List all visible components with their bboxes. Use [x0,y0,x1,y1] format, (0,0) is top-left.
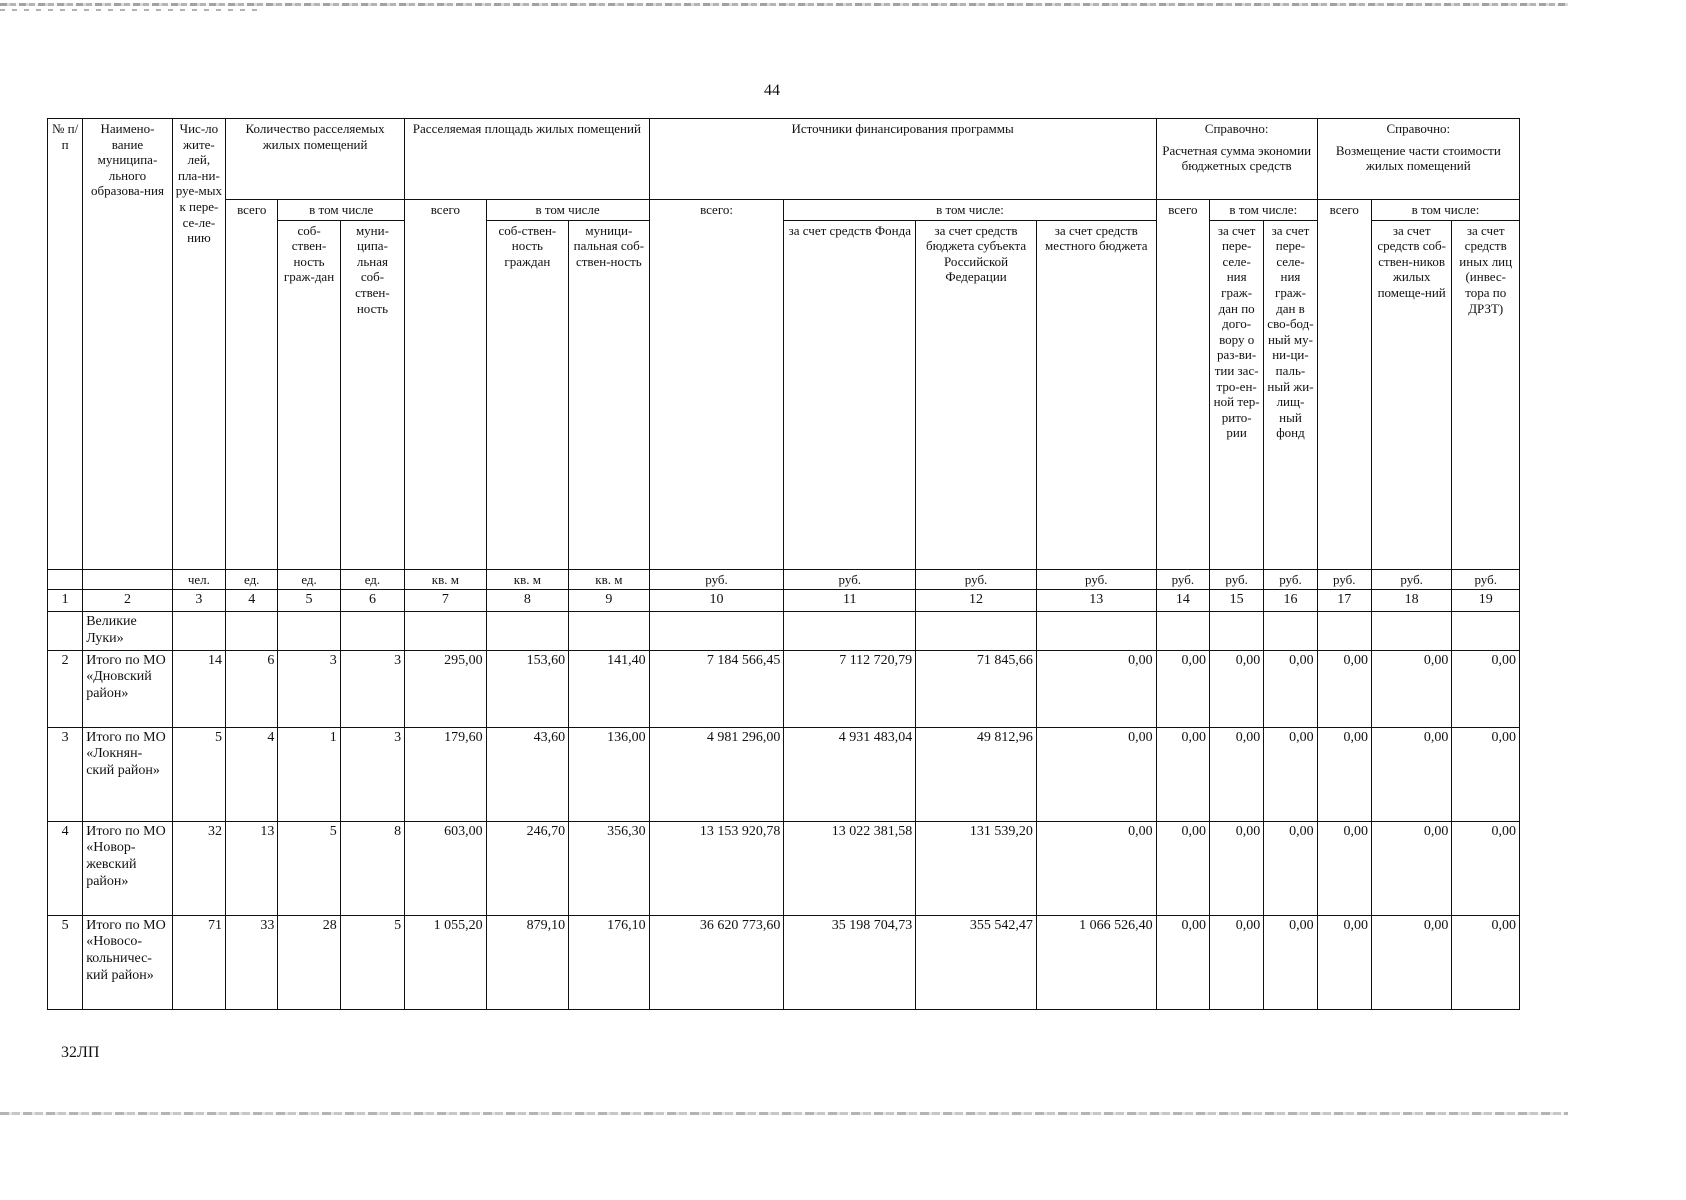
cell-value: 5 [172,727,225,821]
unit-cell: кв. м [569,569,650,590]
cell-value: 0,00 [1371,650,1451,727]
document-code: 32ЛП [61,1044,100,1061]
cell-value: 49 812,96 [916,727,1037,821]
unit-cell: руб. [916,569,1037,590]
header-municipality: Наимено-вание муниципа-льного образова-ния [83,119,173,570]
unit-cell: руб. [1209,569,1263,590]
cell-value: 71 845,66 [916,650,1037,727]
municipality-name: Итого по МО «Локнян-ский район» [83,727,173,821]
cell-value: 0,00 [1036,650,1156,727]
header-rooms-incl: в том числе [278,200,405,221]
cell-value: 1 066 526,40 [1036,915,1156,1009]
cell-value: 13 [226,821,278,915]
column-number: 16 [1264,590,1317,612]
header-finance-incl: в том числе: [784,200,1156,221]
unit-cell: руб. [784,569,916,590]
header-rooms-municipal: муни-ципа-льная соб-ствен-ность [340,220,404,569]
cell-value: 0,00 [1209,915,1263,1009]
header-subject-budget: за счет средств бюджета субъекта Российской Федерации [916,220,1037,569]
cell-value: 3 [340,727,404,821]
header-reference-economy [1156,119,1317,200]
table-row [48,727,1520,821]
header-other-funds: за счет средств иных лиц (инвес-тора по ДРЗТ) [1452,220,1520,569]
column-number: 5 [278,590,340,612]
cell-value: 6 [226,650,278,727]
unit-cell: чел. [172,569,225,590]
cell-value: 4 981 296,00 [649,727,784,821]
column-number: 1 [48,590,83,612]
header-fund: за счет средств Фонда [784,220,916,569]
cell-value: 8 [340,821,404,915]
unit-cell: ед. [278,569,340,590]
column-number: 10 [649,590,784,612]
cell-value: 141,40 [569,650,650,727]
page-number: 44 [764,82,780,99]
cell-value: 1 055,20 [405,915,486,1009]
column-number: 8 [486,590,568,612]
cell-value: 0,00 [1036,821,1156,915]
unit-cell: руб. [1371,569,1451,590]
header-area-total: всего [405,200,486,570]
cell-value: 3 [340,650,404,727]
cell-value: 356,30 [569,821,650,915]
cell-value: 0,00 [1317,915,1371,1009]
cell-value: 13 022 381,58 [784,821,916,915]
table-row [48,821,1520,915]
cell-value: 603,00 [405,821,486,915]
cell-value: 0,00 [1264,650,1317,727]
header-owners-funds: за счет средств соб-ствен-ников жилых помеще-ний [1371,220,1451,569]
unit-cell: руб. [1156,569,1209,590]
column-number: 6 [340,590,404,612]
column-number: 15 [1209,590,1263,612]
cell-value: 0,00 [1317,727,1371,821]
unit-cell: руб. [649,569,784,590]
cell-value: 3 [278,650,340,727]
cell-value: 33 [226,915,278,1009]
unit-cell: кв. м [486,569,568,590]
unit-cell: руб. [1452,569,1520,590]
row-number: 4 [48,821,83,915]
cell-value: 136,00 [569,727,650,821]
unit-cell: ед. [340,569,404,590]
cell-value: 0,00 [1156,821,1209,915]
header-economy-total: всего [1156,200,1209,570]
reference-compensation-subtitle: Возмещение части стоимости жилых помещений [1335,142,1501,174]
cell-value: 0,00 [1452,821,1520,915]
cell-value: 14 [172,650,225,727]
financing-table [47,118,1520,1010]
cell-value: 0,00 [1036,727,1156,821]
header-row-2 [48,200,1520,221]
unit-cell: руб. [1036,569,1156,590]
column-number: 7 [405,590,486,612]
cell-value: 0,00 [1156,915,1209,1009]
cell-value: 0,00 [1264,821,1317,915]
cell-value: 28 [278,915,340,1009]
cell-value: 0,00 [1264,727,1317,821]
header-rooms-total: всего [226,200,278,570]
header-residents: Чис-ло жите-лей, пла-ни-руе-мых к пере-се-ле-нию [172,119,225,570]
cell-value: 0,00 [1209,727,1263,821]
reference-economy-subtitle: Расчетная сумма экономии бюджетных средств [1162,142,1312,174]
cell-value: 131 539,20 [916,821,1037,915]
cell-value: 879,10 [486,915,568,1009]
column-number: 18 [1371,590,1451,612]
cell-value: 0,00 [1317,650,1371,727]
cell-value: 355 542,47 [916,915,1037,1009]
column-number: 17 [1317,590,1371,612]
cell-value: 32 [172,821,225,915]
unit-cell: ед. [226,569,278,590]
header-economy-free-fund: за счет пере-селе-ния граж-дан в сво-бод-ный му-ни-ци-паль-ный жи-лищ-ный фонд [1264,220,1317,569]
header-economy-contract: за счет пере-селе-ния граж-дан по дого-вору о раз-ви-тии зас-тро-ен-ной тер-рито-рии [1209,220,1263,569]
units-row [48,569,1520,590]
cell-value: 71 [172,915,225,1009]
unit-cell: руб. [1264,569,1317,590]
municipality-name: Итого по МО «Дновский район» [83,650,173,727]
cell-value: 43,60 [486,727,568,821]
header-finance-total: всего: [649,200,784,570]
cell-value: 13 153 920,78 [649,821,784,915]
header-rooms-group: Количество расселяемых жилых помещений [226,119,405,200]
column-number: 3 [172,590,225,612]
cell-value: 0,00 [1209,821,1263,915]
column-number: 11 [784,590,916,612]
cell-value: 0,00 [1452,727,1520,821]
cell-value: 295,00 [405,650,486,727]
cell-value: 176,10 [569,915,650,1009]
header-area-own: соб-ствен-ность граждан [486,220,568,569]
cell-value: 5 [278,821,340,915]
column-number: 13 [1036,590,1156,612]
header-number: № п/п [48,119,83,570]
cell-value: 246,70 [486,821,568,915]
header-compensation-total: всего [1317,200,1371,570]
header-rooms-own: соб-ствен-ность граж-дан [278,220,340,569]
cell-value: 0,00 [1371,915,1451,1009]
column-number: 4 [226,590,278,612]
cell-value: 0,00 [1452,650,1520,727]
header-row-1 [48,119,1520,200]
header-local-budget: за счет средств местного бюджета [1036,220,1156,569]
cell-value: 1 [278,727,340,821]
row-number: 3 [48,727,83,821]
header-area-group: Расселяемая площадь жилых помещений [405,119,649,200]
reference-compensation-title: Справочно: [1386,121,1451,136]
cell-value: 4 931 483,04 [784,727,916,821]
cell-value: 0,00 [1371,727,1451,821]
table-row-carryover [48,611,1520,650]
cell-value: 0,00 [1156,650,1209,727]
header-finance-group: Источники финансирования программы [649,119,1156,200]
column-numbers-row [48,590,1520,612]
cell-value: 0,00 [1371,821,1451,915]
header-reference-compensation [1317,119,1519,200]
cell-value: 7 184 566,45 [649,650,784,727]
column-number: 12 [916,590,1037,612]
row-number: 2 [48,650,83,727]
cell-value: 4 [226,727,278,821]
cell-value: 179,60 [405,727,486,821]
header-economy-incl: в том числе: [1209,200,1317,221]
scan-artifact-top-short [0,9,260,11]
cell-value: 153,60 [486,650,568,727]
table-row [48,650,1520,727]
municipality-name: Великие Луки» [83,611,173,650]
municipality-name: Итого по МО «Новосо-кольничес-кий район» [83,915,173,1009]
cell-value: 36 620 773,60 [649,915,784,1009]
cell-value: 0,00 [1264,915,1317,1009]
cell-value: 5 [340,915,404,1009]
cell-value: 0,00 [1209,650,1263,727]
cell-value: 0,00 [1317,821,1371,915]
scan-artifact-top [0,3,1568,6]
header-area-incl: в том числе [486,200,649,221]
header-compensation-incl: в том числе: [1371,200,1519,221]
unit-cell: кв. м [405,569,486,590]
header-area-municipal: муници-пальная соб-ствен-ность [569,220,650,569]
column-number: 9 [569,590,650,612]
column-number: 19 [1452,590,1520,612]
cell-value: 7 112 720,79 [784,650,916,727]
cell-value: 0,00 [1452,915,1520,1009]
municipality-name: Итого по МО «Новор-жевский район» [83,821,173,915]
cell-value: 0,00 [1156,727,1209,821]
unit-cell: руб. [1317,569,1371,590]
cell-value: 35 198 704,73 [784,915,916,1009]
reference-economy-title: Справочно: [1204,121,1269,136]
scan-artifact-bottom [0,1112,1568,1115]
column-number: 14 [1156,590,1209,612]
row-number: 5 [48,915,83,1009]
column-number: 2 [83,590,173,612]
table-row [48,915,1520,1009]
